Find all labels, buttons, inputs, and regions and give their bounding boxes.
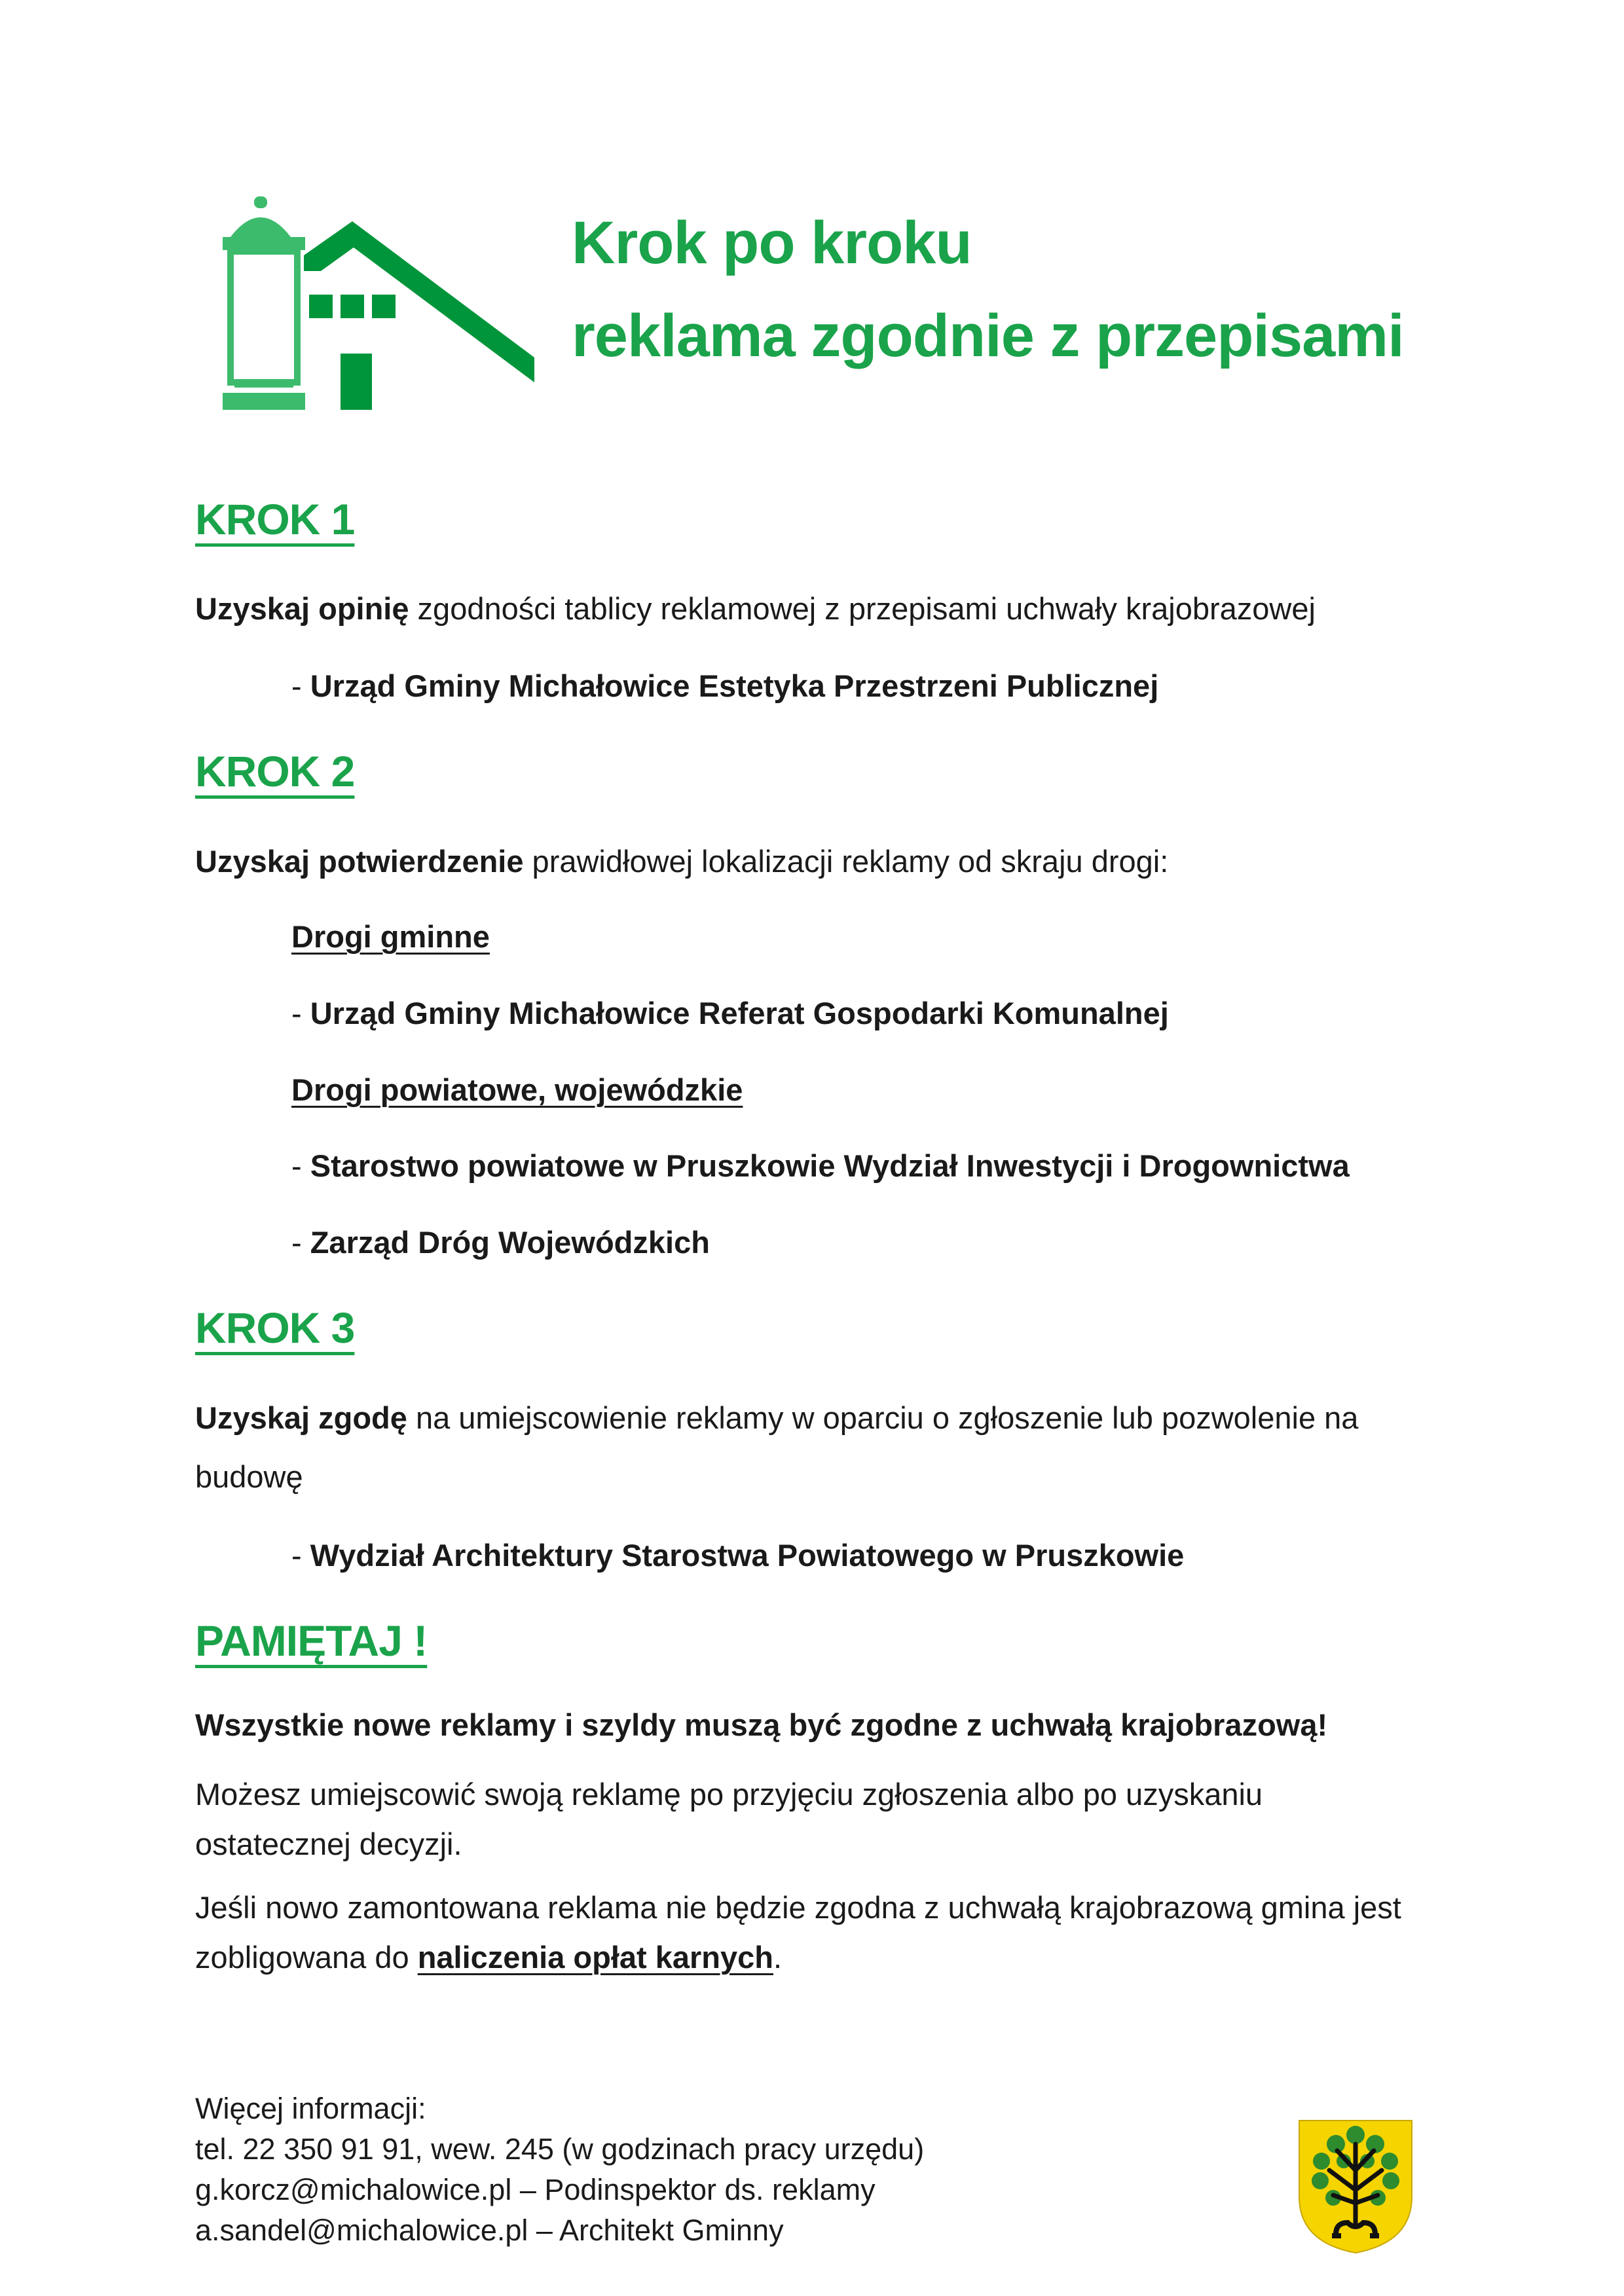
text: zobligowana do: [195, 1940, 418, 1975]
text: .: [773, 1940, 783, 1975]
contact-info: [195, 2088, 924, 2251]
paragraph-line: Możesz umiejscowić swoją reklamę po przyjęciu zgłoszenia albo po uzyskaniu: [195, 1777, 1263, 1812]
step-1-item: [291, 661, 1158, 711]
subheading-municipal-roads: Drogi gminne: [291, 919, 490, 954]
dash: -: [291, 668, 310, 703]
house-icon: [304, 221, 534, 410]
step-2-lead: [195, 837, 1472, 886]
step-3-lead-bold: Uzyskaj zgodę: [195, 1400, 407, 1435]
reminder-bold-line: Wszystkie nowe reklamy i szyldy muszą być zgodne z uchwałą krajobrazową!: [195, 1707, 1328, 1742]
advertising-column-icon: [223, 196, 305, 410]
step-1-lead: [195, 584, 1472, 634]
contact-email-1: g.korcz@michalowice.pl – Podinspektor ds. reklamy: [195, 2173, 876, 2206]
paragraph-line: Jeśli nowo zamontowana reklama nie będzie zgodna z uchwałą krajobrazową gmina jest: [195, 1890, 1401, 1925]
step-1-heading: KROK 1: [195, 495, 355, 543]
office-name: Urząd Gminy Michałowice Referat Gospodarki Komunalnej: [310, 996, 1169, 1030]
reminder-paragraph-2: [195, 1883, 1472, 1982]
step-2-item: [291, 1218, 710, 1267]
step-1-lead-bold: Uzyskaj opinię: [195, 591, 409, 626]
office-name: Wydział Architektury Starostwa Powiatowego w Pruszkowie: [310, 1538, 1185, 1573]
step-1-lead-rest: zgodności tablicy reklamowej z przepisami uchwały krajobrazowej: [409, 591, 1316, 626]
step-3-heading: KROK 3: [195, 1303, 355, 1352]
dash: -: [291, 1538, 310, 1573]
step-3-lead-rest: na umiejscowienie reklamy w oparciu o zgłoszenie lub pozwolenie na: [407, 1400, 1359, 1435]
reminder-paragraph-1: [195, 1770, 1472, 1869]
contact-phone: tel. 22 350 91 91, wew. 245 (w godzinach pracy urzędu): [195, 2132, 925, 2166]
step-2-lead-bold: Uzyskaj potwierdzenie: [195, 844, 524, 879]
page-title: [572, 196, 1404, 382]
step-2-heading: KROK 2: [195, 747, 355, 795]
logo: [216, 196, 537, 432]
step-3-lead: [195, 1393, 1472, 1443]
office-name: Urząd Gminy Michałowice Estetyka Przestrzeni Publicznej: [310, 668, 1159, 703]
subheading-county-roads: Drogi powiatowe, wojewódzkie: [291, 1072, 743, 1107]
step-2-item: [291, 989, 1169, 1038]
reminder-heading: PAMIĘTAJ !: [195, 1616, 428, 1665]
office-name: Starostwo powiatowe w Pruszkowie Wydział Inwestycji i Drogownictwa: [310, 1148, 1350, 1183]
dash: -: [291, 996, 310, 1030]
office-name: Zarząd Dróg Wojewódzkich: [310, 1225, 710, 1260]
contact-email-2: a.sandel@michalowice.pl – Architekt Gminny: [195, 2214, 784, 2247]
paragraph-line: ostatecznej decyzji.: [195, 1827, 462, 1861]
dash: -: [291, 1148, 310, 1183]
step-2-lead-rest: prawidłowej lokalizacji reklamy od skraju drogi:: [523, 844, 1169, 879]
penalty-fees-emphasis: naliczenia opłat karnych: [417, 1940, 774, 1975]
contact-intro: Więcej informacji:: [195, 2092, 426, 2125]
title-line-2: reklama zgodnie z przepisami: [572, 302, 1404, 369]
step-3-lead-line-2: budowę: [195, 1459, 303, 1494]
dash: -: [291, 1225, 310, 1260]
step-2-item: [291, 1141, 1350, 1191]
paragraph-line: [195, 1933, 1472, 1982]
step-3-item: [291, 1531, 1184, 1580]
coat-of-arms-icon: [1297, 2118, 1414, 2255]
title-line-1: Krok po kroku: [572, 210, 972, 276]
